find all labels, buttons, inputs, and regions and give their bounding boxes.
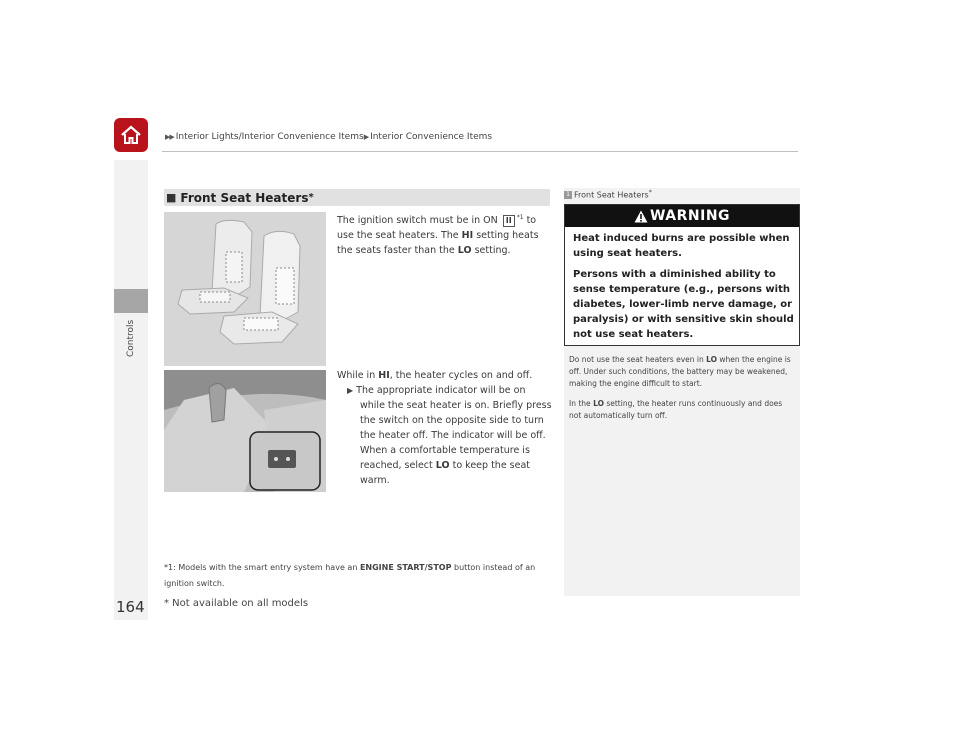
ignition-position-key: II bbox=[503, 215, 515, 227]
section-title-star: * bbox=[308, 192, 314, 203]
note-paragraph bbox=[569, 354, 794, 390]
warning-icon bbox=[634, 210, 648, 223]
text-fragment: The ignition switch must be in ON bbox=[337, 215, 498, 227]
paragraph-hi-cycle bbox=[337, 368, 552, 488]
text-fragment: , the heater cycles on and off. bbox=[389, 370, 533, 381]
note-paragraph bbox=[569, 398, 794, 422]
text-fragment: button instead of an ignition switch. bbox=[164, 563, 536, 588]
breadcrumb-current: Interior Convenience Items bbox=[370, 132, 493, 142]
section-square-icon: ■ bbox=[166, 191, 177, 204]
sidebar-title bbox=[564, 189, 652, 200]
hi-label: HI bbox=[461, 230, 474, 242]
warning-text bbox=[573, 231, 795, 348]
warning-paragraph: Persons with a diminished ability to sense temperature (e.g., persons with diabetes, lower-limb nerve damage, or paralysis) or with sensitive skin should not use seat heaters. bbox=[573, 269, 794, 340]
side-tab-bar bbox=[114, 160, 148, 620]
seat-heater-illustration bbox=[164, 212, 326, 366]
hi-label: HI bbox=[378, 370, 390, 381]
lo-label: LO bbox=[435, 460, 450, 471]
warning-header bbox=[565, 205, 799, 227]
paragraph-ignition bbox=[337, 210, 552, 258]
sub-arrow-icon: ▶ bbox=[347, 386, 354, 395]
section-title: Front Seat Heaters bbox=[180, 190, 309, 205]
lo-label: LO bbox=[457, 245, 472, 257]
footnote-ignition bbox=[164, 560, 554, 592]
text-fragment: The appropriate indicator will be on while the seat heater is on. Briefly press the switch on the opposite side to turn the heater off. The indicator will be off. When a comfortable temperature is reached, select bbox=[356, 385, 552, 471]
sidebar-title-text: Front Seat Heaters bbox=[574, 190, 649, 200]
text-fragment: In the bbox=[569, 399, 591, 408]
lo-label: LO bbox=[706, 355, 718, 364]
lo-label: LO bbox=[593, 399, 604, 408]
breadcrumb-arrow-icon: ▶ bbox=[363, 133, 369, 141]
text-fragment: to use the seat heaters. The bbox=[337, 215, 537, 242]
text-fragment: setting, the heater runs continuously and does not automatically turn off. bbox=[569, 399, 783, 420]
home-button[interactable] bbox=[114, 118, 148, 152]
sub-bullet bbox=[337, 383, 552, 488]
home-icon bbox=[119, 124, 143, 146]
breadcrumb-link[interactable]: Interior Lights/Interior Convenience Items bbox=[175, 132, 364, 142]
text-fragment: to keep the seat warm. bbox=[360, 460, 531, 486]
text-fragment: Do not use the seat heaters even in bbox=[569, 355, 704, 364]
breadcrumb-arrow-icon: ▶▶ bbox=[165, 133, 174, 141]
warning-box bbox=[564, 204, 800, 346]
warning-label: WARNING bbox=[649, 208, 731, 224]
warning-paragraph: Heat induced burns are possible when using seat heaters. bbox=[573, 233, 790, 259]
text-fragment: While in bbox=[337, 370, 376, 381]
text-fragment: setting heats the seats faster than the bbox=[337, 230, 539, 257]
engine-start-stop-label: ENGINE START/STOP bbox=[359, 563, 452, 572]
side-tab-label: Controls bbox=[126, 319, 136, 357]
text-fragment: setting. bbox=[474, 245, 511, 257]
sidebar-notes bbox=[569, 354, 794, 430]
footnote-ref: *1 bbox=[516, 214, 524, 221]
reference-icon: 1 bbox=[564, 191, 572, 199]
breadcrumb bbox=[165, 132, 492, 142]
text-fragment: *1: Models with the smart entry system have an bbox=[164, 563, 358, 572]
header-divider bbox=[162, 151, 798, 152]
text-fragment: when the engine is off. Under such conditions, the battery may be weakened, making the engine difficult to start. bbox=[569, 355, 791, 388]
sidebar-title-star: * bbox=[648, 189, 652, 196]
console-switch-illustration bbox=[164, 370, 326, 492]
side-tab-marker bbox=[114, 289, 148, 313]
section-heading bbox=[164, 189, 550, 206]
availability-footnote: * Not available on all models bbox=[164, 598, 309, 609]
page-number: 164 bbox=[116, 598, 145, 616]
